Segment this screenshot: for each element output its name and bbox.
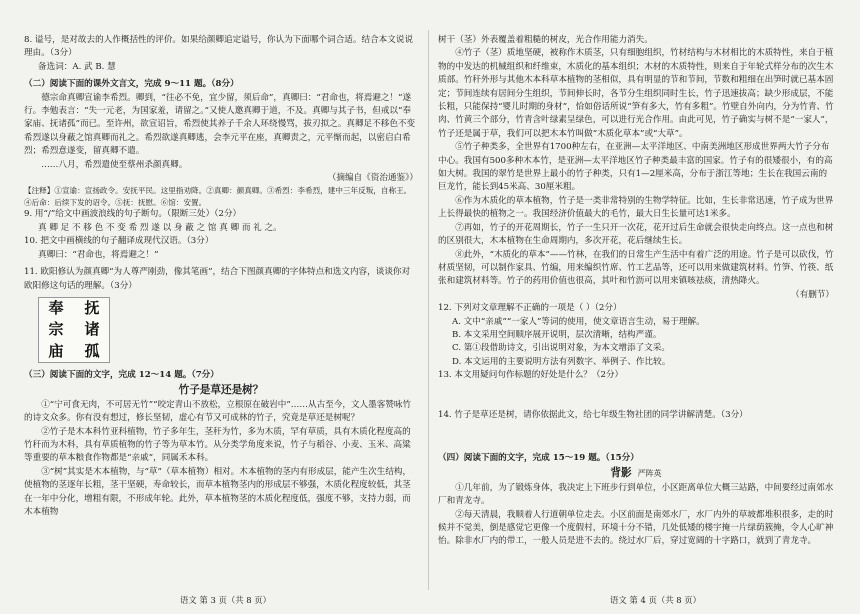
- q12-option-a: A. 文中“亲戚”“一家人”等词的使用，使文章语言生动，易于理解。: [452, 316, 705, 327]
- calligraphy-col-2: 抚 诸 孤: [84, 298, 100, 360]
- page-footer-right: 语文 第 4 页（共 8 页）: [610, 595, 701, 605]
- q9-text: 9. 用“/”给文中画波浪线的句子断句。（限断三处）（2分）: [24, 209, 242, 220]
- passage-source: （摘编自《资治通鉴》）: [327, 173, 418, 184]
- classical-passage-end: ……八月，希烈遣使至蔡州杀颜真卿。: [41, 159, 188, 170]
- essay-para-1: ①几年前，为了锻炼身体，我决定上下班步行到单位，小区距离单位大概三站路，中间要经过南郊水厂和青龙寺。: [438, 482, 834, 507]
- calligraphy-col-1: 奉 宗 庙: [48, 298, 64, 360]
- q12-text: 12. 下列对文章理解不正确的一项是（ ）（2分）: [438, 303, 622, 314]
- article-para-1: ①“宁可食无肉，不可居无竹”“咬定青山不放松，立根原在破岩中”……从古至今，文人墨客赞咏竹的诗文众多。你有没有想过，修长坚韧，虚心有节又可成林的竹子，究竟是草还是树呢？: [24, 399, 412, 424]
- section-2-heading: （二）阅读下面的课外文言文，完成 9～11 题。（8分）: [24, 79, 239, 90]
- article-para-3: ③“树”其实是木本植物，与“草”（草本植物）相对。木本植物的茎内有形成层，能产生次生结构，使植物的茎逐年长粗，茎干坚硬，寿命较长，而草本植物茎内的形成层不够强，木质化程度较低，其茎在一年中分化，增粗有限，不形成年轮。此外，草本植物茎的木质化程度低，强度不够，支持力弱，而木本植物: [24, 466, 412, 517]
- q13-text: 13. 本文用疑问句作标题的好处是什么？（2分）: [438, 370, 624, 381]
- article-para-8: ⑧此外，“木质化的草本”——竹林，在我们的日常生产生活中有着广泛的用途。竹子是可以砍伐，竹材质坚韧，可以制作家具、竹编，用来编织竹席、竹工艺品等，还可以用来做建筑材料。竹笋、竹筷、纸张和建筑材料等。竹子的药用价值也很高，其叶和竹沥可以用来镇咳祛痰，清热降火。: [438, 249, 834, 287]
- q12-option-b: B. 本文采用空间顺序展开说明，层次清晰，结构严谨。: [452, 329, 662, 340]
- column-divider: [428, 30, 429, 590]
- essay-author: 严阵英: [637, 469, 662, 479]
- article-para-5: ⑤竹子种类多，全世界有1700种左右，在亚洲—太平洋地区、中南美洲地区形成世界两大竹子分布中心。我国有500多种木本竹，是亚洲—太平洋地区竹子种类最丰富的国家。竹子有的很矮很小，有的高如大树。我国的翠竹是世界上最小的竹子种类，只有1—2厘米高，分布于浙江等地；生长在我国云南的巨龙竹，能长到45米高、30厘米粗。: [438, 142, 833, 193]
- article-para-3-cont: 树干（茎）外表覆盖着粗糙的树皮，光合作用能力消失。: [438, 35, 653, 45]
- q9-sentence: 真 卿 足 不 移 色 不 变 希 烈 遂 以 身 蔽 之 馆 真 卿 而 礼 之。: [38, 222, 282, 233]
- article-para-2: ②竹子是木本科竹亚科植物，竹子多年生，茎秆为竹，多为木质，罕有草质，具有木质化程度高的竹秆而为木科，具有草质植物的竹子等为草本竹。从分类学角度来说，竹子与稻谷、小麦、玉米、高粱等重要的草本粮食作物都是“亲戚”，同属禾本科。: [24, 426, 411, 464]
- calligraphy-image: [38, 297, 110, 363]
- section-3-heading: （三）阅读下面的文字，完成 12～14 题。（7分）: [24, 369, 219, 380]
- article-para-6: ⑥作为木质化的草本植物，竹子是一类非常特别的生物学特征。比如，生长非常迅速，竹子成为世界上长得最快的植物之一。我国经济价值最大的毛竹，最大日生长量可达1米多。: [438, 195, 834, 220]
- left-column: [24, 34, 418, 519]
- page-footer-left: 语文 第 3 页（共 8 页）: [180, 595, 271, 605]
- q11-text: 11. 欧阳修认为颜真卿“为人尊严刚劲，像其笔画”，结合下图颜真卿的字体特点和选文内容，谈谈你对欧阳修这句话的理解。（3分）: [24, 267, 411, 291]
- essay-title: 背影 严阵英: [610, 467, 662, 480]
- q10-text: 10. 把文中画横线的句子翻译成现代汉语。（3分）: [24, 236, 214, 247]
- passage-notes: 【注释】①宣谕：宣扬政令。安抚平民。这里指劝降。②真卿：颜真卿。③希烈：李希烈，建中三年反叛，自称王。④后命：后续下发的诏令。⑤抚：抚慰。⑥馆：安置。: [24, 186, 412, 207]
- q12-option-d: D. 本文运用的主要说明方法有列数字、举例子、作比较。: [452, 356, 671, 367]
- essay-para-2: ②每天清晨，我顺着人行道朝单位走去。小区前面是南郊水厂，水厂内外的草坡都堆积很多，走的时候并不觉美，倒是感觉它更像一个度假村，环境十分不错，几处低矮的楼宇掩一片绿荫簇掩，令人心旷神怡。除非水厂内的带工，一般人员是进不去的。绕过水厂后，穿过宽阔的十字路口，就到了青龙寺。: [438, 509, 834, 547]
- q8-text: 8. 谥号，是对故去的人作概括性的评价。如果给颜卿追定谥号，你认为下面哪个词合适。结合本文说说理由。（3分）: [24, 35, 414, 59]
- article-title: 竹子是草还是树？: [178, 384, 264, 397]
- article-para-4: ④竹子（茎）质地坚硬，被称作木质茎，只有细胞组织，竹材结构与木材相比的木质特性，来自于植物的中发达的机械组织和纤维束，木质化的基本组织；木材的木质特性，则来自于年轮式样分布的次生木质部。竹秆外形与其他木本科草本植物的茎相似，具有明显的节和节间，节数和粗细在出笋时就已基本固定；节间连续有居间分生组织，节间伸长时，各节分生组织同时生长，竹子迅速拔高；缺少形成层，不能长粗，只能保持“婴儿时期的身材”，恰如俗话所说“笋有多大，竹有多粗”。竹壁自外向内，分为竹青、竹肉、竹黄三个部分，竹青含叶绿素呈绿色，可以进行光合作用。由此可见，竹子确实与树不是“一家人”，竹子还是属于草，我们可以把木本竹叫做“木质化草本”或“大草”。: [438, 48, 834, 139]
- q8-options: 备选词：A. 武 B. 慧: [38, 61, 116, 72]
- article-source: （有删节）: [791, 289, 834, 300]
- q14-text: 14. 竹子是草还是树，请你依据此文，给七年级生物社团的同学讲解清楚。（3分）: [438, 409, 748, 420]
- q12-option-c: C. 第①段借助诗文，引出说明对象，为本文增添了文采。: [452, 343, 670, 354]
- right-column: [438, 34, 834, 549]
- section-4-heading: （四）阅读下面的文字，完成 15～19 题。（15分）: [438, 452, 639, 463]
- classical-passage: 德宗命真卿宣谕李希烈。卿到，“往必不免，宜少留，须后命”，真卿曰：“君命也，将焉避之！”遂行。李勉表言：“失一元老，为国家羞，请留之。”又使人邀真卿于道，不及。真卿与其子书，但戒以“奉家庙、抚诸孤”而已。至许州，欲宣诏旨，希烈使其养子千余人环绕慢骂，拔刃拟之。真卿足不移色不变希烈遂以身蔽之馆真卿而礼之。希烈欲遂真卿逃，会李元平在座，真卿责之，元平惭而起，以密启白希烈；希烈意遂变，留真卿不遣。: [24, 92, 416, 157]
- q10-sentence: 真卿曰：“君命也，将焉避之！”: [38, 249, 159, 260]
- article-para-7: ⑦再如，竹子的开花周期长，竹子一生只开一次花，花开过后生命就会很快走向终点。这一点也和树的区别很大，木本植物在生命周期内，多次开花，花后继续生长。: [438, 222, 834, 247]
